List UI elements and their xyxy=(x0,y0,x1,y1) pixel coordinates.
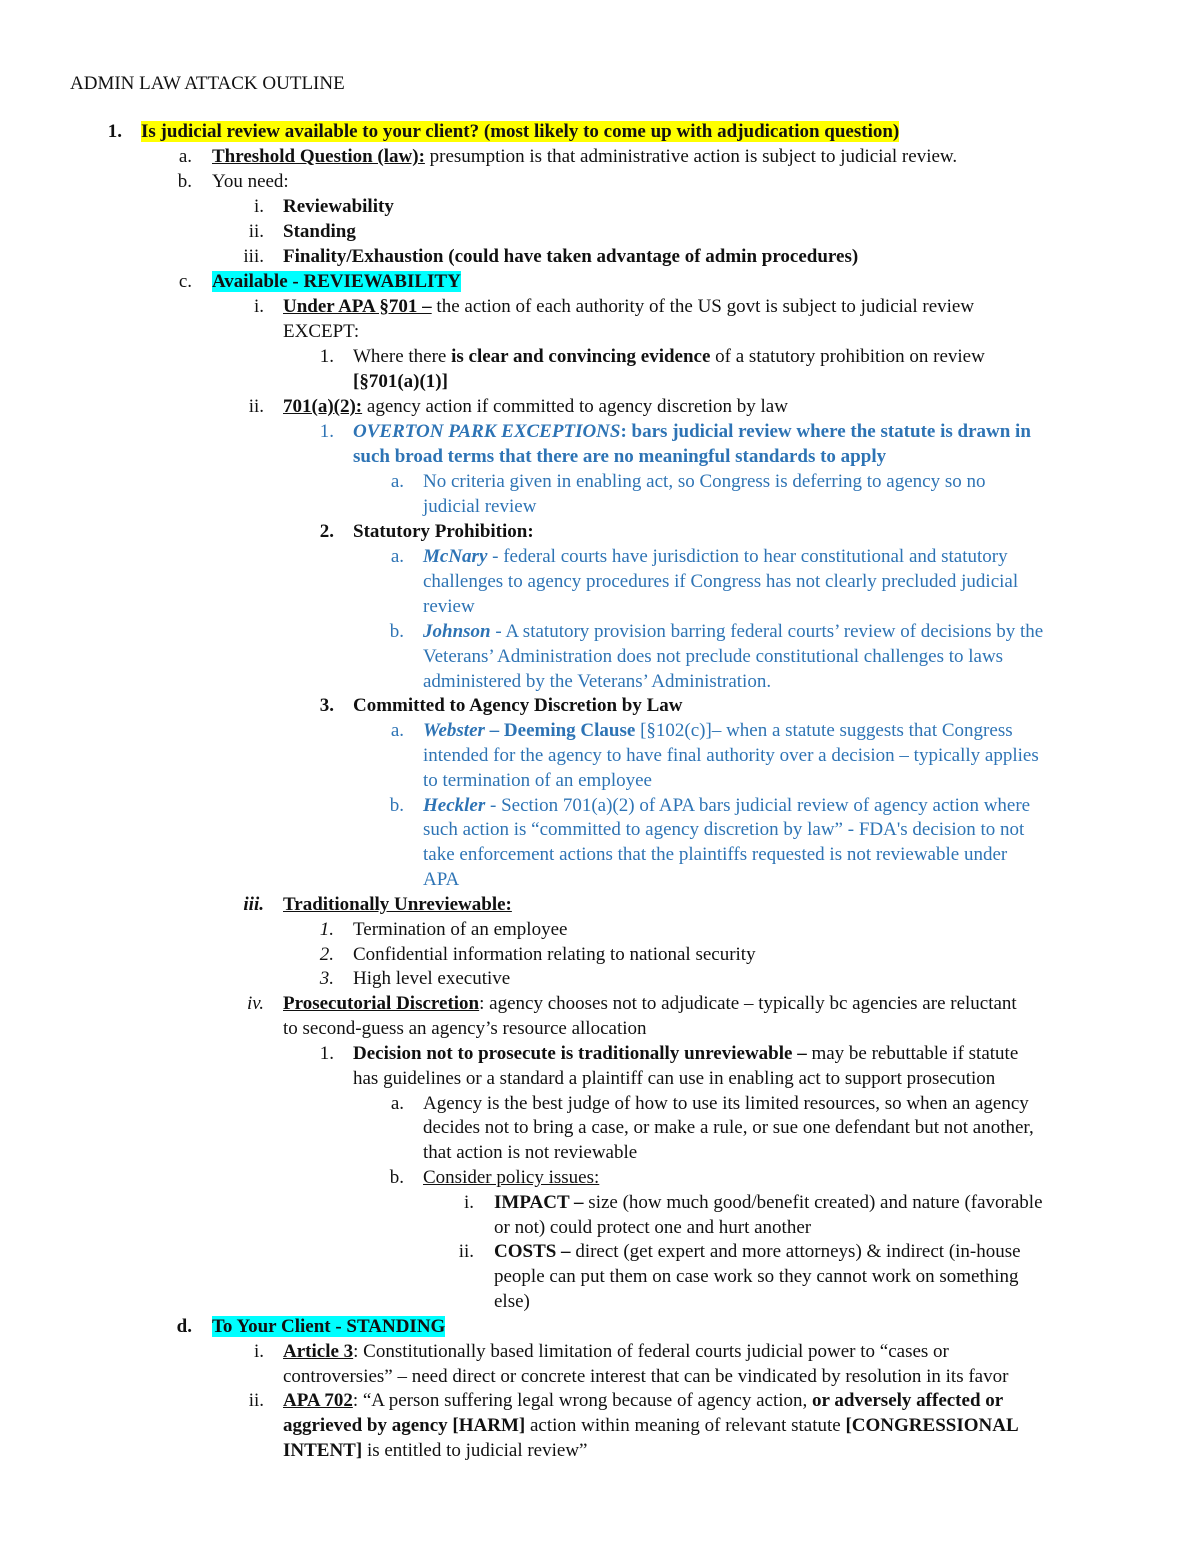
q1c-ii-1-line xyxy=(353,420,1031,445)
q1d-heading-text: To Your Client - STANDING xyxy=(212,1316,446,1337)
q1c-iv-1a-marker: a. xyxy=(390,1093,404,1114)
q1d-ii-bold4: INTENT] xyxy=(283,1440,363,1461)
q1c-ii-3b-marker: b. xyxy=(389,795,404,816)
q1c-iv-heading: Prosecutorial Discretion xyxy=(283,993,480,1014)
q1c-ii-1a-line1: No criteria given in enabling act, so Congress is deferring to agency so no xyxy=(423,471,986,492)
q1c-ii-2a-text: - federal courts have jurisdiction to hear constitutional and statutory xyxy=(487,546,1008,567)
q1b-item-marker: ii. xyxy=(248,221,264,242)
q1c-ii-2a-marker: a. xyxy=(390,546,404,567)
q1c-iv-1b-ii-line3: else) xyxy=(494,1291,530,1312)
q1c-iv-1b-i-line2: or not) could protect one and hurt another xyxy=(494,1217,812,1238)
q1c-ii-2b-line2: Veterans’ Administration does not preclude constitutional challenges to laws xyxy=(423,646,1004,667)
q1c-ii-text: agency action if committed to agency discretion by law xyxy=(362,396,788,417)
q1d-ii-line3 xyxy=(283,1439,587,1464)
q1c-ii-3a-line2: intended for the agency to have final authority over a decision – typically applies xyxy=(423,745,1039,766)
q1c-i-line2: EXCEPT: xyxy=(283,321,360,342)
q1c-iv-1b-ii-marker: ii. xyxy=(458,1241,474,1262)
q1c-iv-1b-ii-line2: people can put them on case work so they cannot work on something xyxy=(494,1266,1019,1287)
case-johnson: Johnson xyxy=(423,621,491,642)
q1c-iv-line1 xyxy=(283,992,1017,1017)
q1c-iv-1a-line1: Agency is the best judge of how to use its limited resources, so when an agency xyxy=(423,1093,1029,1114)
q1-heading xyxy=(141,120,899,145)
case-overton-park: OVERTON PARK EXCEPTIONS xyxy=(353,421,621,442)
q1c-i-marker: i. xyxy=(253,296,264,317)
q1-number: 1. xyxy=(107,121,122,142)
impact-label: IMPACT – xyxy=(494,1192,584,1213)
q1c-iv-1-line1 xyxy=(353,1042,1018,1067)
q1c-i-text: the action of each authority of the US govt is subject to judicial review xyxy=(431,296,975,317)
q1c-iv-1a-line3: that action is not reviewable xyxy=(423,1142,638,1163)
q1c-iv-1-line2: has guidelines or a standard a plaintiff can use in enabling act to support prosecution xyxy=(353,1068,996,1089)
q1c-ii-marker: ii. xyxy=(248,396,264,417)
case-webster: Webster xyxy=(423,720,485,741)
q1c-i-1-marker: 1. xyxy=(319,346,334,367)
q1c-iv-1-text: may be rebuttable if statute xyxy=(806,1043,1019,1064)
costs-label: COSTS – xyxy=(494,1241,571,1262)
q1c-iv-1-bold: Decision not to prosecute is traditionally unreviewable – xyxy=(353,1043,807,1064)
q1c-ii-3-marker: 3. xyxy=(319,695,334,716)
q1d-ii-line2 xyxy=(283,1414,1019,1439)
q1c-ii-3a-line3: to termination of an employee xyxy=(423,770,652,791)
q1d-i-line2: controversies” – need direct or concrete interest that can be vindicated by resolution in its favor xyxy=(283,1366,1009,1387)
q1c-ii-3b-line2: such action is “committed to agency discretion by law” - FDA's decision to not xyxy=(423,819,1025,840)
q1c-iii-heading: Traditionally Unreviewable: xyxy=(283,894,512,915)
q1c-marker: c. xyxy=(178,271,192,292)
q1c-ii-3a-text: [§102(c)]– when a statute suggests that Congress xyxy=(635,720,1013,741)
q1c-iv-1b-heading: Consider policy issues: xyxy=(423,1167,600,1188)
case-heckler: Heckler xyxy=(423,795,486,816)
page-title: ADMIN LAW ATTACK OUTLINE xyxy=(70,73,345,94)
q1d-marker: d. xyxy=(176,1316,192,1337)
q1d-i-line1 xyxy=(283,1340,949,1365)
q1d-ii-pre: : “A person suffering legal wrong because of agency action, xyxy=(352,1390,813,1411)
q1c-ii-2b-line1 xyxy=(423,620,1043,645)
q1c-ii-1-line2: such broad terms that there are no meaningful standards to apply xyxy=(353,446,887,467)
q1a-body: presumption is that administrative action is subject to judicial review. xyxy=(424,146,958,167)
q1c-ii-3b-line3: take enforcement actions that the plaintiffs requested is not reviewable under xyxy=(423,844,1008,865)
q1c-i-1-pre: Where there xyxy=(353,346,452,367)
q1c-ii-2a-line2: challenges to agency procedures if Congress has not clearly precluded judicial xyxy=(423,571,1019,592)
q1c-iii-item-marker: 2. xyxy=(319,944,334,965)
q1c-ii-1a-marker: a. xyxy=(390,471,404,492)
q1c-iii-item-marker: 3. xyxy=(319,968,334,989)
q1c-i-1-line xyxy=(353,345,985,370)
q1c-i-1-cite: [§701(a)(1)] xyxy=(353,371,448,392)
q1b-item: Finality/Exhaustion (could have taken advantage of admin procedures) xyxy=(283,246,859,267)
q1c-ii-2a-line3: review xyxy=(423,596,475,617)
q1c-iii-item-marker: 1. xyxy=(319,919,334,940)
q1d-ii-bold3: [CONGRESSIONAL xyxy=(845,1415,1019,1436)
q1c-heading-text: Available - REVIEWABILITY xyxy=(212,271,461,292)
q1c-ii-3a-dash: – xyxy=(484,720,504,741)
costs-text: direct (get expert and more attorneys) & indirect (in-house xyxy=(570,1241,1021,1262)
q1c-ii-1-text: : bars judicial review where the statute is drawn in xyxy=(620,421,1031,442)
q1c-ii-heading: 701(a)(2): xyxy=(283,396,363,417)
q1c-i-line xyxy=(283,295,974,320)
q1c-ii-3b-line4: APA xyxy=(423,869,460,890)
q1d-heading xyxy=(212,1315,445,1340)
q1c-iv-text: : agency chooses not to adjudicate – typically bc agencies are reluctant xyxy=(479,993,1017,1014)
q1c-ii-line xyxy=(283,395,788,420)
q1c-iii-item: Termination of an employee xyxy=(353,919,568,940)
q1b-item-marker: iii. xyxy=(243,246,264,267)
apa-702: APA 702 xyxy=(283,1390,353,1411)
q1c-ii-3b-line1 xyxy=(423,794,1030,819)
q1c-ii-2-heading: Statutory Prohibition: xyxy=(353,521,534,542)
q1d-i-text: : Constitutionally based limitation of federal courts judicial power to “cases or xyxy=(353,1341,949,1362)
q1d-ii-mid: action within meaning of relevant statute xyxy=(525,1415,846,1436)
q1d-ii-line1 xyxy=(283,1389,1003,1414)
q1c-iv-1b-i-line1 xyxy=(494,1191,1043,1216)
q1c-iv-marker: iv. xyxy=(246,993,264,1014)
deeming-clause: Deeming Clause xyxy=(503,720,636,741)
q1c-ii-2b-text: - A statutory provision barring federal courts’ review of decisions by the xyxy=(490,621,1044,642)
q1a-heading: Threshold Question (law): xyxy=(212,146,425,167)
q1c-i-heading: Under APA §701 – xyxy=(283,296,432,317)
impact-text: size (how much good/benefit created) and nature (favorable xyxy=(583,1192,1043,1213)
q1c-iv-1b-i-marker: i. xyxy=(463,1192,474,1213)
q1b-text: You need: xyxy=(212,171,289,192)
q1b-item: Standing xyxy=(283,221,356,242)
q1a-text xyxy=(212,145,957,170)
article-3: Article 3 xyxy=(283,1341,354,1362)
q1c-ii-2b-line3: administered by the Veterans’ Administration. xyxy=(423,671,772,692)
q1d-ii-bold1: or adversely affected or xyxy=(812,1390,1004,1411)
case-mcnary: McNary xyxy=(423,546,488,567)
q1c-i-1-post: of a statutory prohibition on review xyxy=(710,346,985,367)
q1d-ii-marker: ii. xyxy=(248,1390,264,1411)
q1c-i-1-bold: is clear and convincing evidence xyxy=(451,346,711,367)
q1c-ii-2b-marker: b. xyxy=(389,621,404,642)
q1c-ii-1-marker: 1. xyxy=(319,421,334,442)
q1-heading-text: Is judicial review available to your client? (most likely to come up with adjudication question) xyxy=(141,121,900,142)
q1c-iii-item: Confidential information relating to national security xyxy=(353,944,756,965)
q1c-ii-2-marker: 2. xyxy=(319,521,334,542)
q1b-item: Reviewability xyxy=(283,196,394,217)
q1c-iv-1-marker: 1. xyxy=(319,1043,334,1064)
q1c-ii-3a-marker: a. xyxy=(390,720,404,741)
q1d-ii-bold2: aggrieved by agency [HARM] xyxy=(283,1415,526,1436)
q1a-marker: a. xyxy=(178,146,192,167)
q1c-iii-marker: iii. xyxy=(243,894,264,915)
q1c-heading xyxy=(212,270,461,295)
q1d-i-marker: i. xyxy=(253,1341,264,1362)
q1c-ii-3b-text: - Section 701(a)(2) of APA bars judicial review of agency action where xyxy=(485,795,1031,816)
q1b-item-marker: i. xyxy=(253,196,264,217)
q1c-iv-1b-ii-line1 xyxy=(494,1240,1021,1265)
q1c-iv-1b-marker: b. xyxy=(389,1167,404,1188)
q1d-ii-post: is entitled to judicial review” xyxy=(362,1440,588,1461)
q1c-ii-1a-line2: judicial review xyxy=(423,496,537,517)
q1c-ii-3-heading: Committed to Agency Discretion by Law xyxy=(353,695,683,716)
q1c-iv-1a-line2: decides not to bring a case, or make a rule, or sue one defendant but not another, xyxy=(423,1117,1034,1138)
q1c-iv-line2: to second-guess an agency’s resource allocation xyxy=(283,1018,647,1039)
q1c-ii-3a-line1 xyxy=(423,719,1013,744)
q1b-marker: b. xyxy=(177,171,192,192)
q1c-iii-item: High level executive xyxy=(353,968,511,989)
q1c-ii-2a-line1 xyxy=(423,545,1008,570)
